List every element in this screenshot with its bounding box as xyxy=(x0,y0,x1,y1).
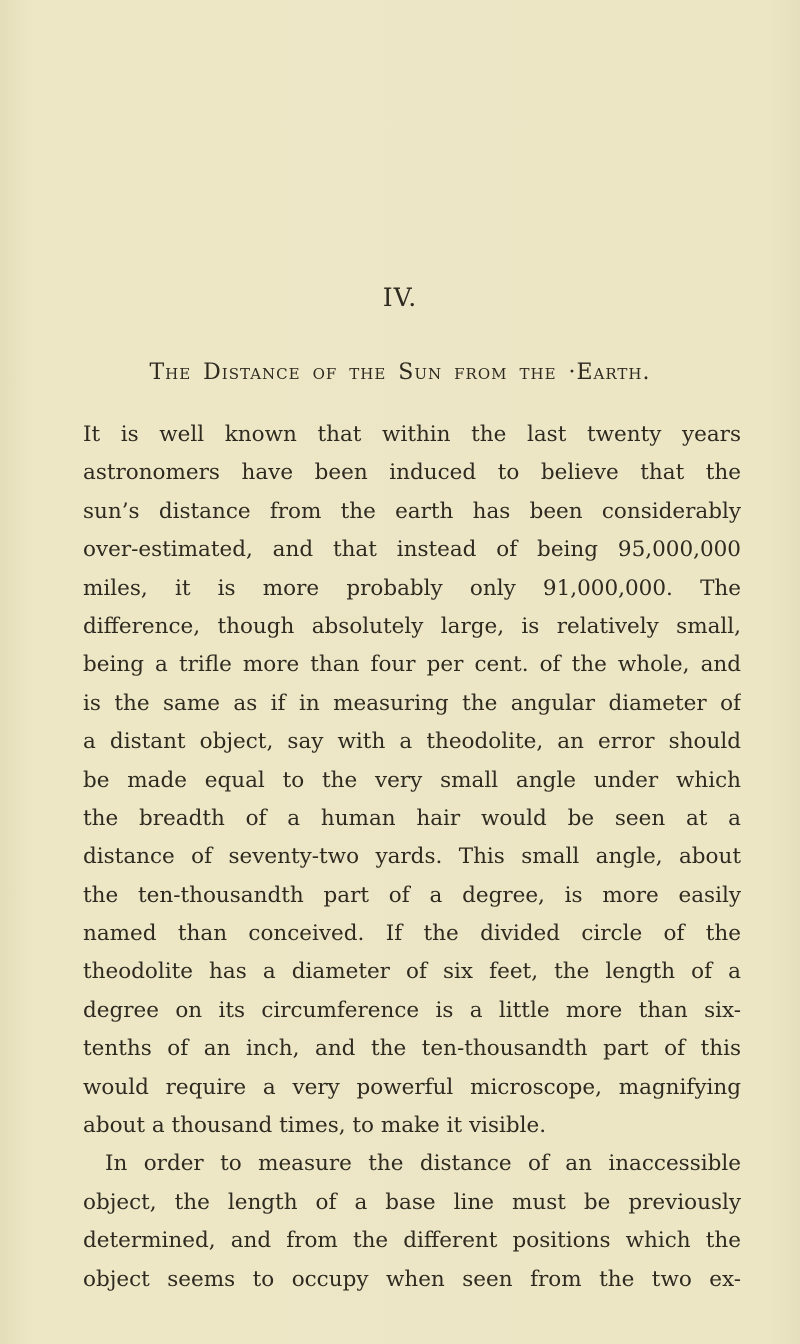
body-text xyxy=(83,416,741,1299)
text-line: the breadth of a human hair would be seen at a xyxy=(83,805,741,831)
text-line: It is well known that within the last twenty years xyxy=(83,422,741,447)
text-line: named than conceived. If the divided circle of the xyxy=(83,921,741,947)
chapter-title: The Distance of the Sun from the ·Earth. xyxy=(149,360,651,385)
text-line: degree on its circumference is a little more than six- xyxy=(83,997,741,1023)
text-line: determined, and from the different positions which the xyxy=(83,1228,741,1254)
text-line: the ten-thousandth part of a degree, is more easily xyxy=(83,882,741,908)
text-line: difference, though absolutely large, is relatively small, xyxy=(83,613,741,639)
text-line: would require a very powerful microscope, magnifying xyxy=(83,1074,741,1100)
text-line: astronomers have been induced to believe that the xyxy=(83,460,741,486)
chapter-number: IV. xyxy=(382,283,418,312)
text-line: miles, it is more probably only 91,000,000. The xyxy=(83,575,741,601)
text-line: In order to measure the distance of an inaccessible xyxy=(105,1151,741,1177)
text-line: tenths of an inch, and the ten-thousandth part of this xyxy=(83,1036,741,1062)
text-line: be made equal to the very small angle under which xyxy=(83,767,741,793)
text-line: theodolite has a diameter of six feet, the length of a xyxy=(83,959,741,985)
text-line: being a trifle more than four per cent. of the whole, and xyxy=(83,652,741,678)
text-line: a distant object, say with a theodolite, an error should xyxy=(83,729,741,755)
text-line: object seems to occupy when seen from the two ex- xyxy=(83,1266,741,1292)
text-line: sun’s distance from the earth has been considerably xyxy=(83,498,741,524)
text-line: is the same as if in measuring the angular diameter of xyxy=(83,690,741,716)
text-line: distance of seventy-two yards. This small angle, about xyxy=(83,844,741,870)
text-line: object, the length of a base line must be previously xyxy=(83,1189,741,1215)
text-line: about a thousand times, to make it visible. xyxy=(83,1113,547,1139)
text-line: over-estimated, and that instead of being 95,000,000 xyxy=(83,537,741,563)
